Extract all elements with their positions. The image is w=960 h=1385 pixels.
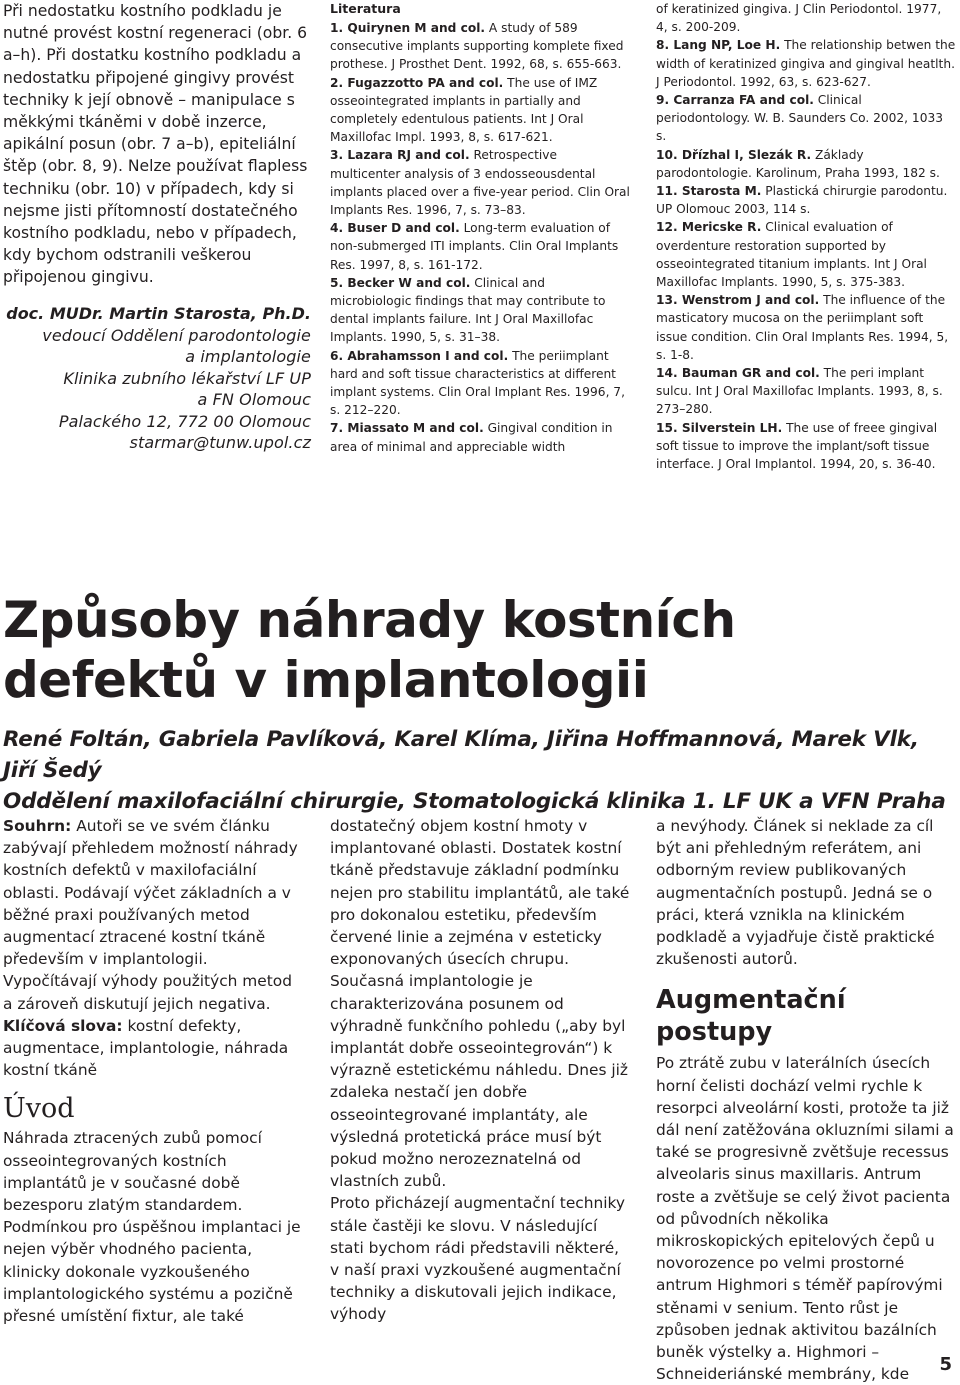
body-column-3 xyxy=(656,815,956,1385)
signature-line: vedoucí Oddělení parodontologie xyxy=(42,325,311,345)
reference-authors: 12. Mericske R. xyxy=(656,220,762,235)
reference-list xyxy=(330,19,630,456)
signature-email: starmar@tunw.upol.cz xyxy=(129,433,311,453)
body-column-1 xyxy=(3,815,303,1327)
reference-authors: 11. Starosta M. xyxy=(656,184,762,199)
article-byline xyxy=(3,724,958,817)
literature-column-right xyxy=(656,0,956,473)
reference-text: The relationship betwen the width of keratinized gingiva and gingival heatlth. J Periodontol. 1992, 63, s. 623-627. xyxy=(656,38,956,89)
reference-authors: 9. Carranza FA and col. xyxy=(656,93,814,108)
reference-text: Základy parodontologie. Karolinum, Praha 1993, 182 s. xyxy=(656,147,940,180)
intro-paragraph: a nevýhody. Článek si neklade za cíl být ani přehledným referátem, ani odborným review publikovaných augmentačních postupů. Jedná se o práci, která vznikla na klinickém podkladě a vyjadřuje čistě praktické zkušenosti autorů. xyxy=(656,817,935,969)
reference-item xyxy=(330,219,630,274)
reference-authors: 1. Quirynen M and col. xyxy=(330,21,486,35)
reference-authors: 8. Lang NP, Loe H. xyxy=(656,38,781,53)
intro-heading: Úvod xyxy=(3,1093,75,1125)
reference-text: Long-term evaluation of non-submerged ITI implants. Clin Oral Implants Res. 1997, 8, s. 161-172. xyxy=(330,221,619,272)
summary-label: Souhrn: xyxy=(3,817,72,835)
summary-text: Autoři se ve svém článku zabývají přehledem možností náhrady kostních defektů v maxilofaciální oblasti. Podávají výčet základních a v běžné praxi používaných metod augmentací ztracené kostní tkáně především v implantologii. Vypočítávají výhody použitých metod a zároveň diskutují jejich negativa. xyxy=(3,817,298,1013)
reference-item xyxy=(656,91,956,146)
reference-authors: 15. Silverstein LH. xyxy=(656,420,783,435)
reference-authors: 2. Fugazzotto PA and col. xyxy=(330,75,504,90)
reference-item xyxy=(330,419,630,455)
page-number: 5 xyxy=(939,1354,952,1375)
article-affiliation: Oddělení maxilofaciální chirurgie, Stomatologická klinika 1. LF UK a VFN Praha xyxy=(3,789,946,814)
reference-item xyxy=(656,364,956,419)
body-column-2 xyxy=(330,815,630,1326)
reference-list xyxy=(656,0,956,473)
reference-text: A study of 589 consecutive implants supporting komplete fixed prothese. J Prosthet Dent. 1992, 68, s. 655-663. xyxy=(330,21,624,72)
reference-authors: 7. Miassato M and col. xyxy=(330,421,484,436)
reference-authors: 4. Buser D and col. xyxy=(330,221,460,236)
reference-text: The influence of the masticatory mucosa on the periimplant soft issue condition. Clin Oral Implants Res. 1994, 5, s. 1-8. xyxy=(656,293,949,362)
reference-item xyxy=(656,182,956,218)
author-signature xyxy=(3,302,313,454)
signature-line: a implantologie xyxy=(185,347,311,367)
reference-text: Clinical periodontology. W. B. Saunders Co. 2002, 1033 s. xyxy=(656,93,943,144)
reference-authors: 3. Lazara RJ and col. xyxy=(330,148,470,163)
signature-line: a FN Olomouc xyxy=(197,390,311,410)
reference-text: Plastická chirurgie parodontu. UP Olomouc 2003, 114 s. xyxy=(656,184,948,217)
reference-text: of keratinized gingiva. J Clin Periodontol. 1977, 4, s. 200-209. xyxy=(656,2,942,35)
reference-authors: 14. Bauman GR and col. xyxy=(656,366,820,381)
intro-paragraph: Proto přicházejí augmentační techniky stále častěji ke slovu. V následující stati bychom rádi představili některé, v naší praxi vyzkoušené augmentační techniky a diskutovali jejich indikace, výhody xyxy=(330,1194,626,1324)
keywords-paragraph xyxy=(3,1015,303,1082)
intro-paragraph: dostatečný objem kostní hmoty v implantované oblasti. Dostatek kostní tkáně představuje základní podmínku nejen pro stabilitu implantátů, ale také pro dokonalou estetiku, především červené linie a zejména v esteticky exponovaných úsecích chrupu. Současná implantologie je charakterizována posunem od výhradně funkčního pohledu („aby byl implantát dobře osseointegrován“) k výrazně estetickému náhledu. Dnes již zdaleka nestačí jen dobře osseointegrované implantáty, ale výsledná protetická práce musí být pokud možno nerozeznatelná od vlastních zubů. xyxy=(330,817,630,1191)
reference-item xyxy=(656,0,956,36)
reference-text: Clinical evaluation of overdenture restoration supported by osseointegrated titanium implants. Int J Oral Maxillofac Implants. 1990, 5, s. 375-383. xyxy=(656,220,927,290)
reference-item xyxy=(656,146,956,182)
reference-text: The use of IMZ osseointegrated implants in partially and completely edentulous patients. Int J Oral Maxillofac Impl. 1993, 8, s. 617-621. xyxy=(330,75,598,145)
reference-item xyxy=(330,19,630,74)
augmentation-paragraph: Po ztrátě zubu v laterálních úsecích horní čelisti dochází velmi rychle k resorpci alveolární kosti, protože ta již dál není zatěžována okluzními silami a také se progresivně zvětšuje recessus alveolaris sinus maxillaris. Antrum roste a zvětšuje se celý život pacienta od původních několika mikroskopických epitelových čepů u novorozence po velmi prostorné antrum Highmori s téměř papírovými stěnami v senium. Tento růst je způsoben jednak aktivitou bazálních buněk výstelky a. Highmori – Schneideriánské membrány, kde xyxy=(656,1054,954,1384)
signature-line: Klinika zubního lékařství LF UP xyxy=(63,368,311,388)
reference-item xyxy=(330,146,630,219)
reference-text: The use of freee gingival soft tissue to improve the implant/soft tissue interface. J Oral Implantol. 1994, 20, s. 36-40. xyxy=(656,420,938,472)
reference-authors: 10. Dřízhal I, Slezák R. xyxy=(656,147,812,162)
reference-text: The periimplant hard and soft tissue characteristics at different implant systems. Clin Oral Implant Res. 1996, 7, s. 212–220. xyxy=(330,348,625,418)
article-title: Způsoby náhrady kostních defektů v implantologii xyxy=(3,591,736,709)
top-left-column xyxy=(3,0,313,454)
reference-authors: 13. Wenstrom J and col. xyxy=(656,293,820,308)
reference-item xyxy=(656,218,956,291)
reference-text: Retrospective multicenter analysis of 3 endosseousdental implants placed over a five-year period. Clin Oral Implants Res. 1996, 7, s. 73–83. xyxy=(330,148,630,218)
reference-authors: 6. Abrahamsson I and col. xyxy=(330,348,509,363)
signature-name: doc. MUDr. Martin Starosta, Ph.D. xyxy=(6,303,311,323)
reference-item xyxy=(330,274,630,347)
augmentation-heading: Augmentační postupy xyxy=(656,985,846,1048)
reference-text: Clinical and microbiologic findings that may contribute to dental implants failure. Int J Oral Maxillofac Implants. 1990, 5, s. 31–38. xyxy=(330,275,606,345)
literature-heading: Literatura xyxy=(330,1,401,16)
reference-item xyxy=(656,36,956,91)
signature-line: Palackého 12, 772 00 Olomouc xyxy=(58,411,311,431)
literature-column-mid xyxy=(330,0,630,456)
reference-item xyxy=(656,291,956,364)
summary-paragraph xyxy=(3,815,303,1015)
continuation-paragraph: Při nedostatku kostního podkladu je nutné provést kostní regeneraci (obr. 6 a–h). Při dostatku kostního podkladu a nedostatku připojené gingivy provést techniky k její obnově – manipulace s měkkými tkáněmi v době inzerce, apikální posun (obr. 7 a–b), epiteliální štěp (obr. 8, 9). Nelze používat flapless techniku (obr. 10) v případech, kdy si nejsme jisti přítomností dostatečného kostního podkladu, nebo v případech, kdy bychom odstranili veškerou připojenou gingivu. xyxy=(3,2,308,287)
reference-item xyxy=(330,74,630,147)
reference-text: Gingival condition in area of minimal and appreciable width xyxy=(330,421,613,454)
article-authors: René Foltán, Gabriela Pavlíková, Karel Klíma, Jiřina Hoffmannová, Marek Vlk, Jiří Šedý xyxy=(3,727,919,783)
intro-paragraph: Náhrada ztracených zubů pomocí osseointegrovaných kostních implantátů je v současné době bezesporu zlatým standardem. Podmínkou pro úspěšnou implantaci je nejen výběr vhodného pacienta, klinicky dokonale vyzkoušeného implantologického systému a pozičně přesné umístění fixtur, ale také xyxy=(3,1129,301,1326)
keywords-label: Klíčová slova: xyxy=(3,1016,123,1035)
reference-authors: 5. Becker W and col. xyxy=(330,275,471,290)
reference-text: The peri implant sulcu. Int J Oral Maxillofac Implants. 1993, 8, s. 273–280. xyxy=(656,366,943,417)
reference-item xyxy=(330,347,630,420)
keywords-text: kostní defekty, augmentace, implantologie, náhrada kostní tkáně xyxy=(3,1016,289,1080)
reference-item xyxy=(656,419,956,474)
